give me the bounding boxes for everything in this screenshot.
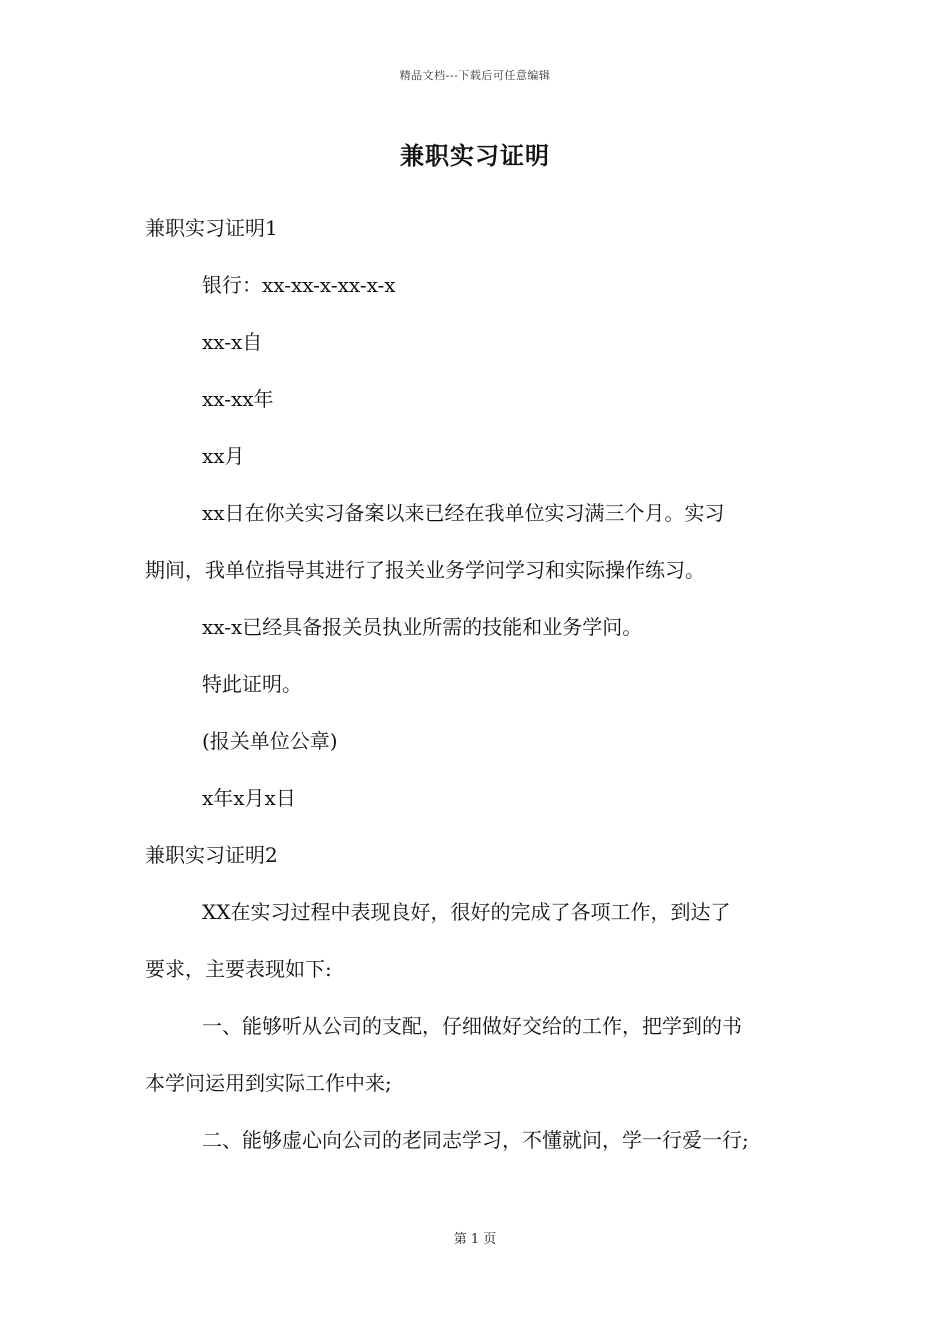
paragraph-line: 特此证明。 (202, 672, 302, 696)
paragraph-line: 兼职实习证明1 (145, 216, 278, 240)
paragraph-line: 一、能够听从公司的支配，仔细做好交给的工作，把学到的书 (202, 1014, 742, 1038)
paragraph-line: x年x月x日 (202, 786, 296, 810)
paragraph-line: xx月 (202, 444, 245, 468)
paragraph-line: xx-x已经具备报关员执业所需的技能和业务学问。 (202, 615, 643, 639)
paragraph-line: XX在实习过程中表现良好，很好的完成了各项工作，到达了 (202, 900, 731, 924)
document-title: 兼职实习证明 (400, 141, 550, 170)
paragraph-line: 二、能够虚心向公司的老同志学习，不懂就问，学一行爱一行; (202, 1128, 749, 1152)
paragraph-line: 期间，我单位指导其进行了报关业务学问学习和实际操作练习。 (145, 558, 705, 582)
document-body (145, 200, 820, 1169)
paragraph-line: 本学问运用到实际工作中来; (145, 1071, 392, 1095)
page-header: 精品文档---下载后可任意编辑 (399, 69, 551, 82)
paragraph-line: 要求，主要表现如下: (145, 957, 332, 981)
paragraph-line: xx日在你关实习备案以来已经在我单位实习满三个月。实习 (202, 501, 725, 525)
paragraph-line: xx-xx年 (202, 387, 274, 411)
paragraph-line: 兼职实习证明2 (145, 843, 278, 867)
paragraph-line: 银行：xx-xx-x-xx-x-x (202, 273, 396, 297)
paragraph-line: xx-x自 (202, 330, 263, 354)
page-number: 第 1 页 (453, 1232, 497, 1247)
paragraph-line: (报关单位公章) (202, 729, 338, 753)
